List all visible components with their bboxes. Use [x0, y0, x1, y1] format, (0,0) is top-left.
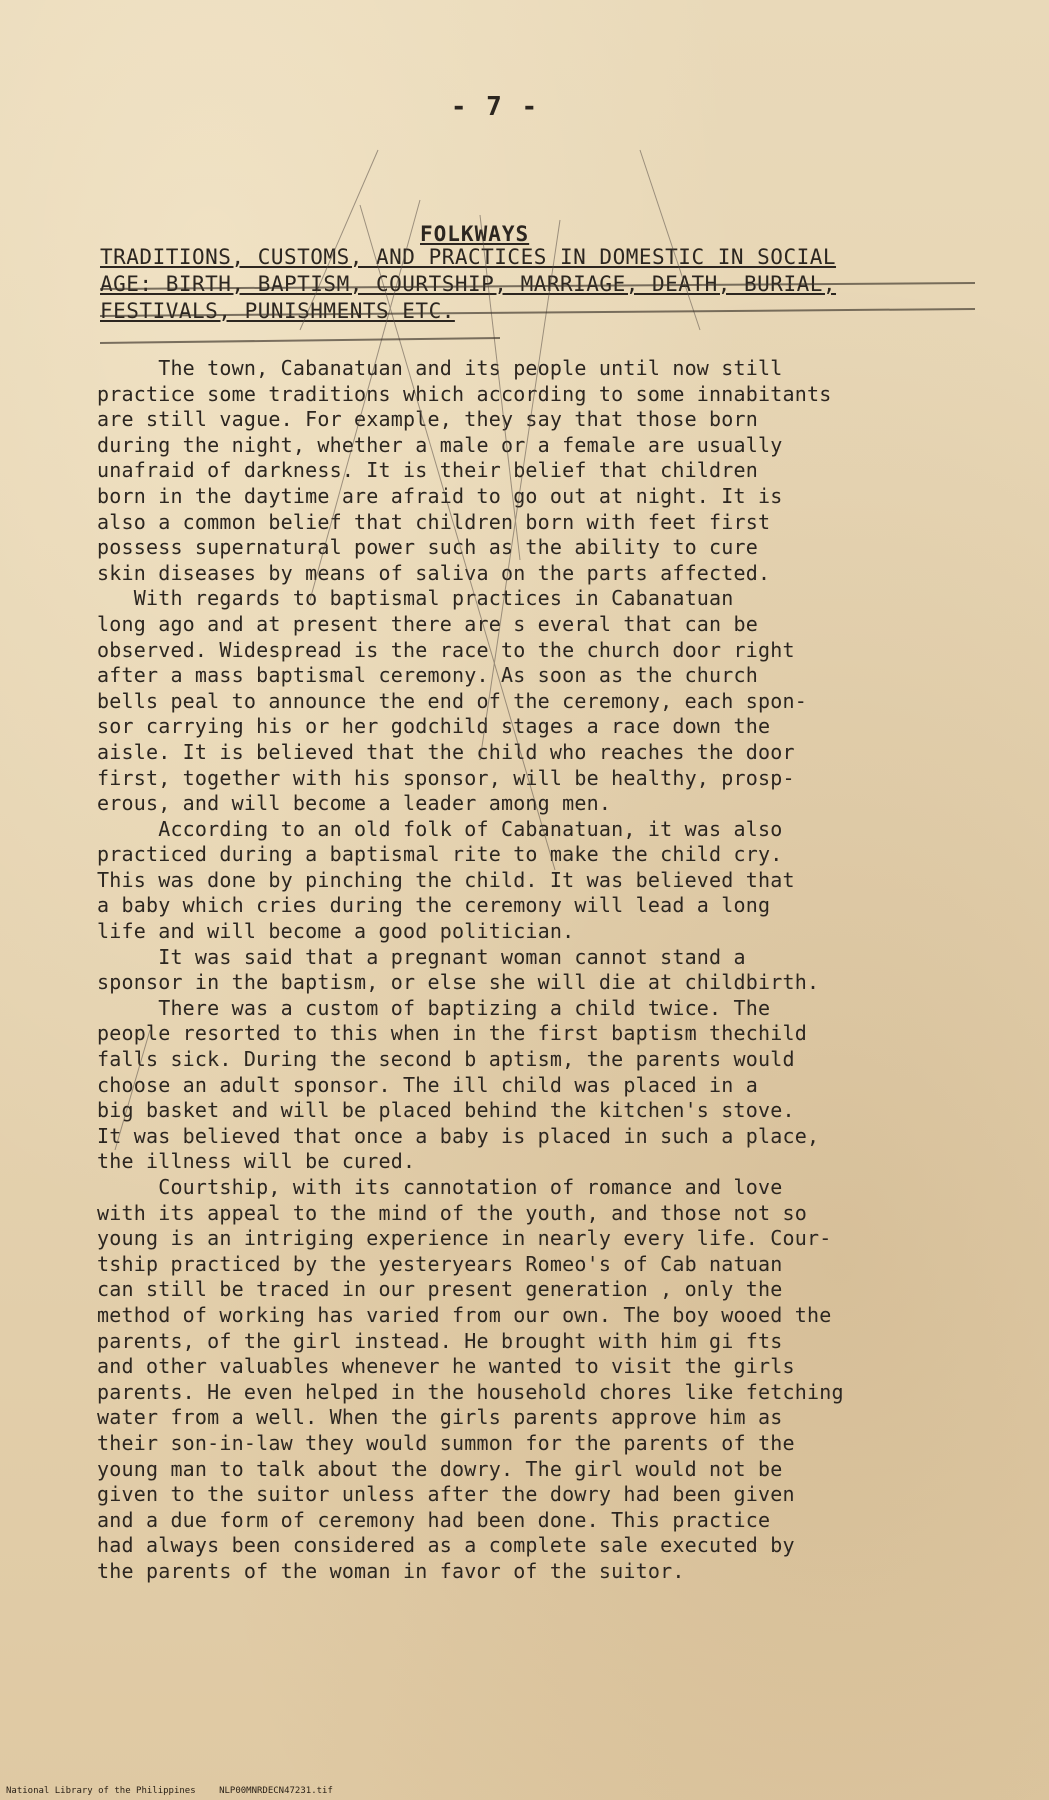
body-line: born in the daytime are afraid to go out at night. It is: [97, 483, 783, 508]
body-line: and a due form of ceremony had been done. This practice: [97, 1507, 771, 1532]
body-line: can still be traced in our present generation , only the: [97, 1277, 783, 1302]
section-title: FOLKWAYS: [420, 222, 530, 246]
body-line: are still vague. For example, they say that those born: [97, 407, 759, 432]
strike-line: [100, 338, 500, 343]
body-line: had always been considered as a complete sale executed by: [97, 1533, 795, 1558]
body-line: unafraid of darkness. It is their belief that children: [97, 458, 759, 483]
body-line: It was believed that once a baby is placed in such a place,: [97, 1123, 820, 1148]
body-line: with its appeal to the mind of the youth, and those not so: [97, 1200, 807, 1225]
body-line: a baby which cries during the ceremony will lead a long: [97, 893, 771, 918]
body-line: observed. Widespread is the race to the church door right: [97, 637, 795, 662]
body-line: erous, and will become a leader among men.: [97, 791, 612, 816]
body-line: It was said that a pregnant woman cannot stand a: [97, 944, 746, 969]
body-line: According to an old folk of Cabanatuan, it was also: [97, 816, 783, 841]
body-line: skin diseases by means of saliva on the parts affected.: [97, 560, 771, 585]
section-subtitle: [100, 244, 980, 325]
body-line: during the night, whether a male or a female are usually: [97, 432, 783, 457]
body-line: water from a well. When the girls parents approve him as: [97, 1405, 783, 1430]
body-line: parents, of the girl instead. He brought with him gi fts: [97, 1328, 783, 1353]
body-line: young man to talk about the dowry. The girl would not be: [97, 1456, 783, 1481]
body-line: This was done by pinching the child. It was believed that: [97, 867, 795, 892]
body-line: and other valuables whenever he wanted to visit the girls: [97, 1354, 795, 1379]
body-line: With regards to baptismal practices in Cabanatuan: [97, 586, 734, 611]
body-line: practice some traditions which according to some innabitants: [97, 381, 832, 406]
body-line: their son-in-law they would summon for the parents of the: [97, 1430, 795, 1455]
body-line: practiced during a baptismal rite to make the child cry.: [97, 842, 783, 867]
body-line: falls sick. During the second b aptism, the parents would: [97, 1047, 795, 1072]
body-line: given to the suitor unless after the dowry had been given: [97, 1482, 795, 1507]
body-line: aisle. It is believed that the child who reaches the door: [97, 739, 795, 764]
body-text: [97, 356, 1017, 1585]
body-line: the parents of the woman in favor of the suitor.: [97, 1558, 685, 1583]
subtitle-line: AGE: BIRTH, BAPTISM, COURTSHIP, MARRIAGE, DEATH, BURIAL,: [100, 272, 837, 296]
body-line: sponsor in the baptism, or else she will die at childbirth.: [97, 970, 820, 995]
subtitle-line: FESTIVALS, PUNISHMENTS ETC.: [100, 299, 455, 323]
body-line: method of working has varied from our own. The boy wooed the: [97, 1302, 832, 1327]
file-id: NLP00MNRDECN47231.tif: [219, 1786, 333, 1796]
body-line: long ago and at present there are s everal that can be: [97, 611, 759, 636]
body-line: choose an adult sponsor. The ill child was placed in a: [97, 1072, 759, 1097]
body-line: tship practiced by the yesteryears Romeo's of Cab natuan: [97, 1251, 783, 1276]
body-line: parents. He even helped in the household chores like fetching: [97, 1379, 844, 1404]
body-line: life and will become a good politician.: [97, 919, 575, 944]
body-line: the illness will be cured.: [97, 1149, 416, 1174]
body-line: first, together with his sponsor, will be healthy, prosp-: [97, 765, 795, 790]
body-line: after a mass baptismal ceremony. As soon as the church: [97, 663, 759, 688]
body-line: also a common belief that children born with feet first: [97, 509, 771, 534]
body-line: There was a custom of baptizing a child twice. The: [97, 995, 771, 1020]
page-number: - 7 -: [450, 92, 540, 122]
body-line: sor carrying his or her godchild stages a race down the: [97, 714, 771, 739]
scan-footer: [6, 1786, 351, 1796]
library-name: National Library of the Philippines: [6, 1786, 196, 1796]
body-line: Courtship, with its cannotation of romance and love: [97, 1175, 783, 1199]
body-line: people resorted to this when in the first baptism thechild: [97, 1021, 807, 1046]
subtitle-line: TRADITIONS, CUSTOMS, AND PRACTICES IN DOMESTIC IN SOCIAL: [100, 245, 837, 269]
body-line: bells peal to announce the end of the ceremony, each spon-: [97, 688, 807, 713]
body-line: big basket and will be placed behind the kitchen's stove.: [97, 1098, 795, 1123]
body-line: possess supernatural power such as the ability to cure: [97, 535, 759, 560]
body-line: The town, Cabanatuan and its people until now still: [97, 356, 783, 380]
body-line: young is an intriging experience in nearly every life. Cour-: [97, 1226, 832, 1251]
